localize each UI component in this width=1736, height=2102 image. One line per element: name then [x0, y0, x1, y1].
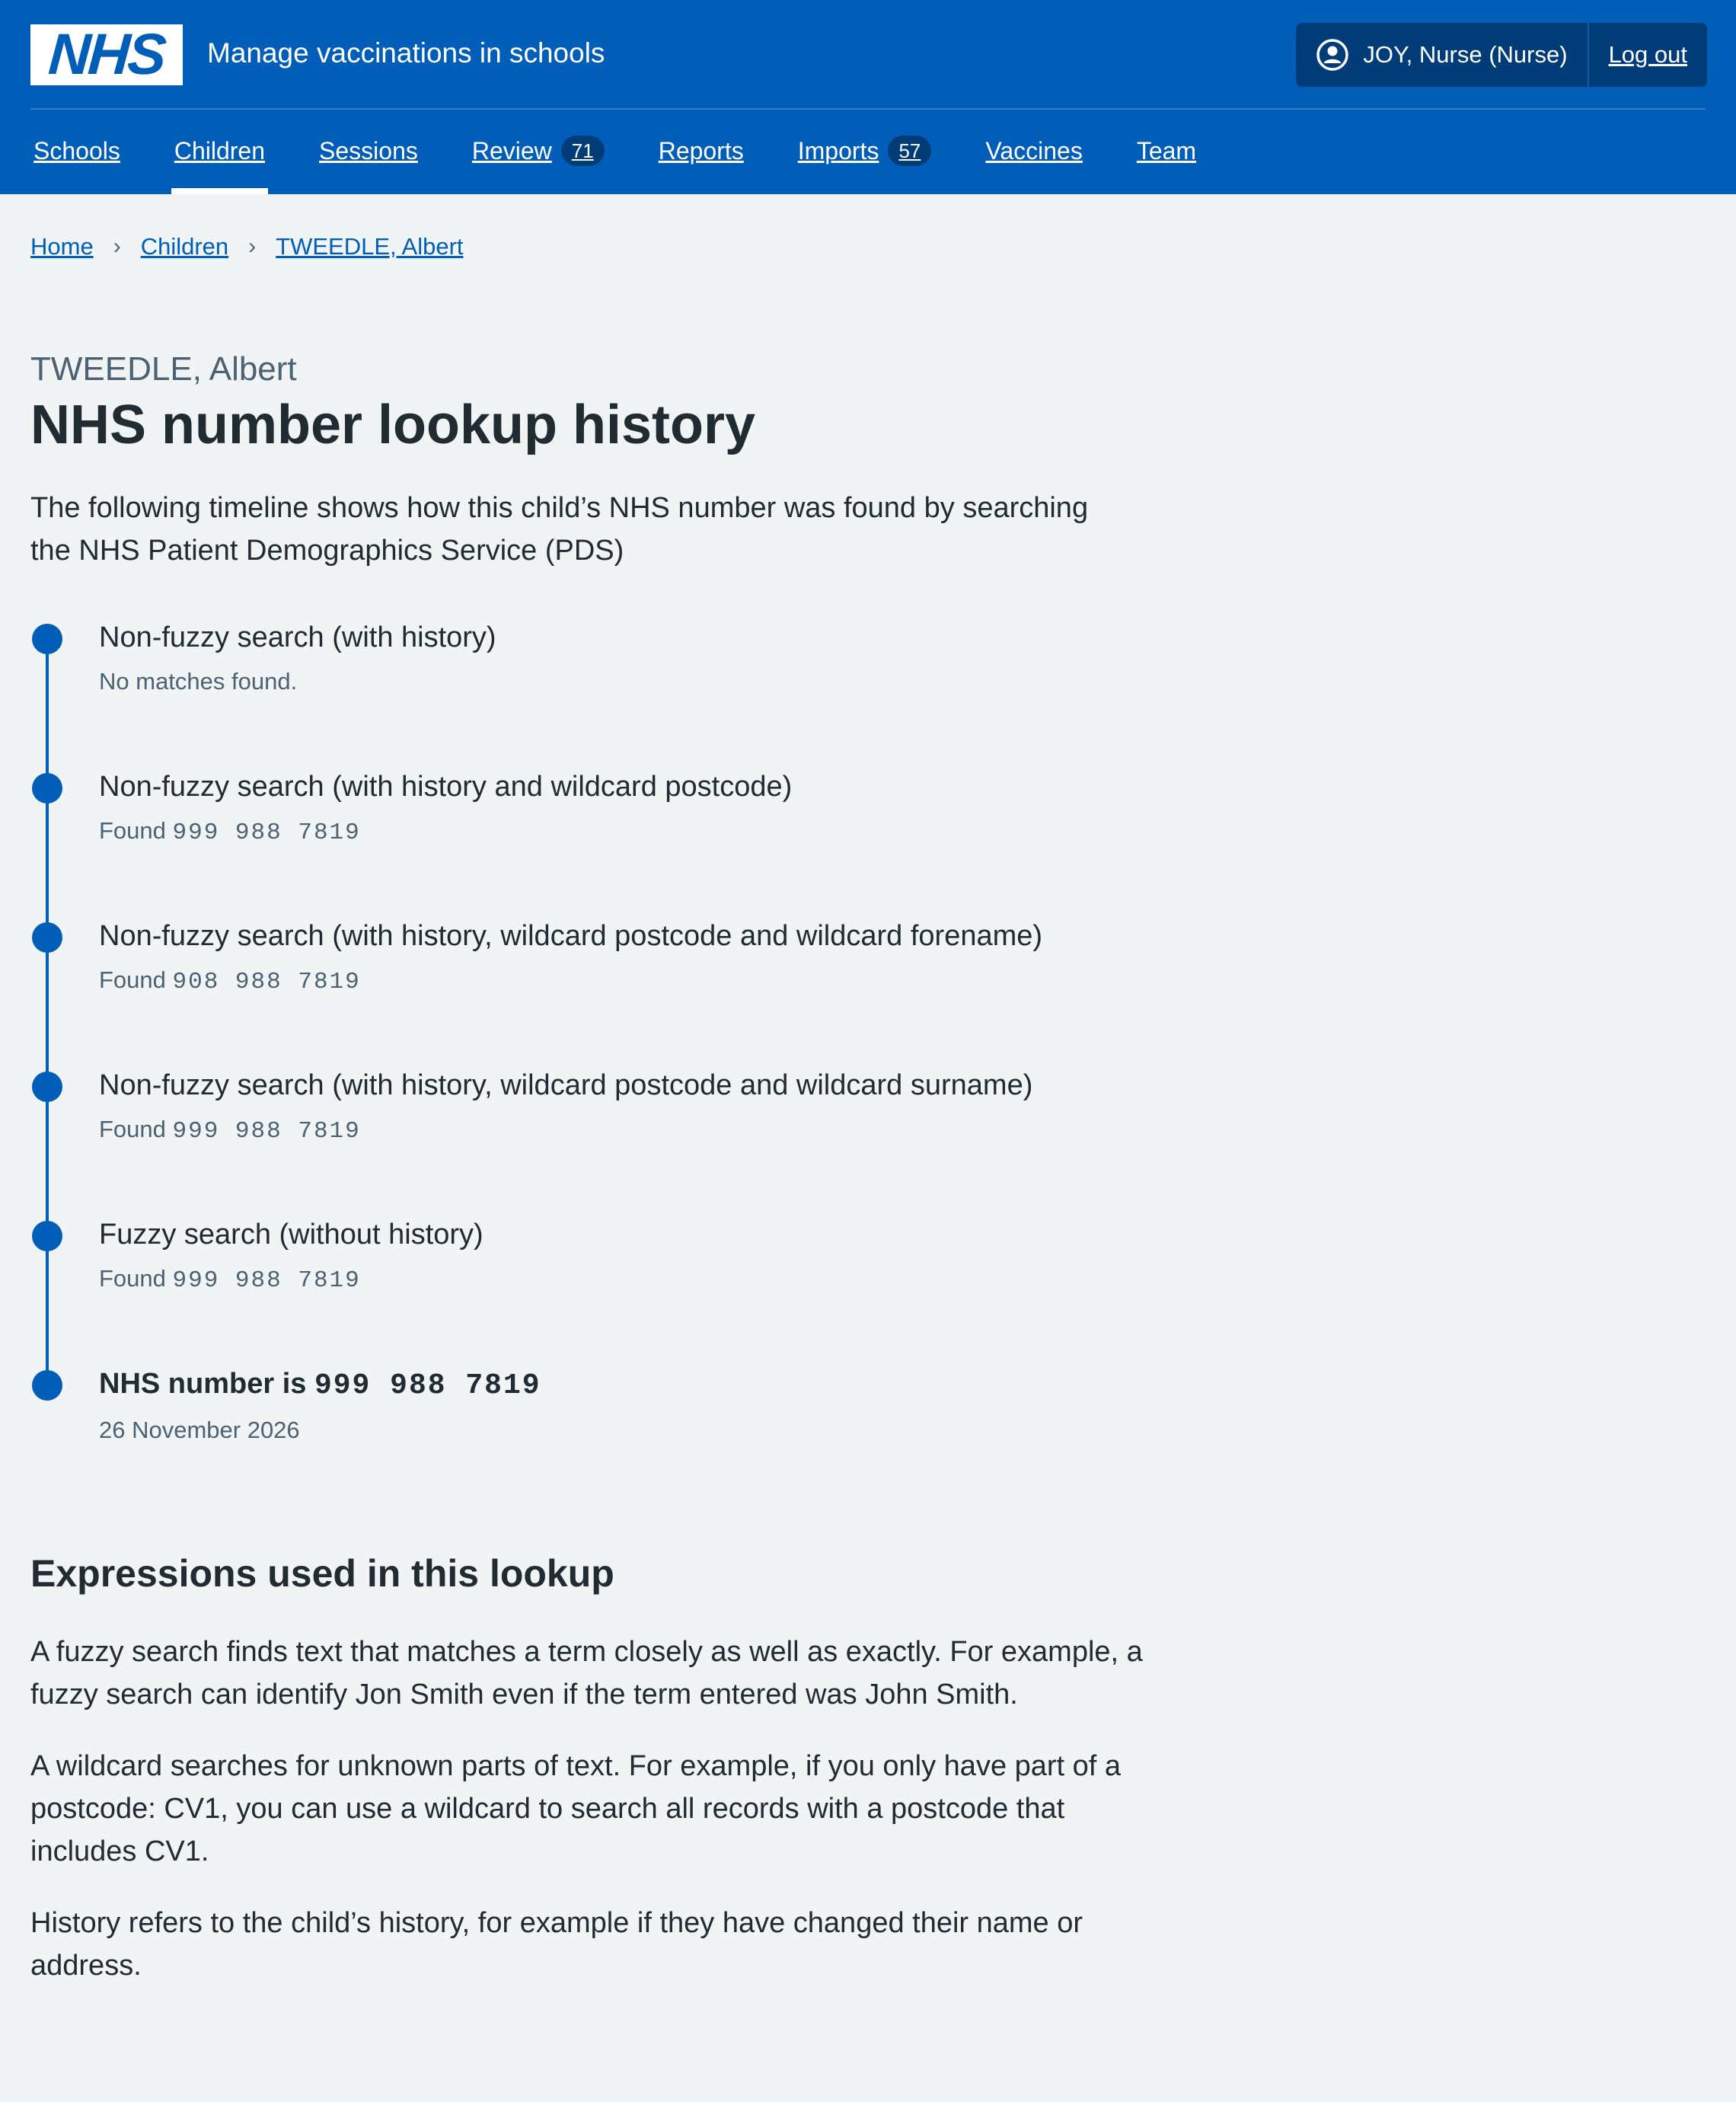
nav-item-vaccines[interactable] — [985, 131, 1082, 171]
timeline-nhs-number: 999 988 7819 — [172, 1118, 361, 1145]
nav-item-schools[interactable] — [34, 131, 120, 171]
nav-item-sessions[interactable] — [319, 131, 418, 171]
service-name[interactable]: Manage vaccinations in schools — [207, 37, 605, 69]
timeline-dot — [32, 1072, 62, 1102]
wildcard-paragraph: A wildcard searches for unknown parts of text. For example, if you only have part of a postcode: CV1, you can use a wildcard to search all records with a postcode that includes CV1. — [30, 1750, 1122, 1867]
breadcrumb-home[interactable]: Home — [30, 233, 94, 260]
nav-item-review[interactable] — [472, 131, 605, 171]
header — [0, 0, 1736, 194]
timeline-item-title: Non-fuzzy search (with history and wildcard postcode) — [99, 771, 793, 803]
timeline-nhs-number: 908 988 7819 — [172, 969, 361, 995]
nav-label: Reports — [658, 136, 744, 165]
nav-label: Vaccines — [985, 136, 1083, 165]
page-title: NHS number lookup history — [30, 395, 756, 455]
timeline-item-description — [99, 963, 1157, 999]
timeline-item — [30, 907, 1157, 1056]
timeline-date: 26 November 2026 — [99, 1417, 300, 1443]
nav-label: Imports — [797, 136, 879, 165]
final-nhs-number: 999 988 7819 — [314, 1369, 541, 1402]
nav-item-team[interactable] — [1137, 131, 1196, 171]
timeline-result: No matches found. — [99, 668, 298, 695]
lookup-timeline — [30, 609, 1157, 1504]
nav-label: Team — [1136, 136, 1197, 165]
nav-item-reports[interactable] — [659, 131, 744, 171]
history-paragraph: History refers to the child’s history, for example if they have changed their name or address. — [30, 1907, 1083, 1982]
breadcrumb-child[interactable]: TWEEDLE, Albert — [276, 233, 464, 260]
primary-navigation — [34, 131, 1250, 194]
timeline-dot — [32, 922, 62, 953]
chevron-right-icon: › — [113, 234, 121, 259]
review-count-badge: 71 — [561, 136, 605, 166]
header-divider — [30, 108, 1706, 110]
account-panel — [1296, 23, 1707, 87]
nhs-logo-text: NHS — [46, 22, 167, 87]
logout-link[interactable]: Log out — [1608, 41, 1687, 68]
timeline-item-description — [99, 1113, 1157, 1148]
timeline-item — [30, 1206, 1157, 1355]
nav-label: Review — [471, 136, 552, 165]
timeline-nhs-number: 999 988 7819 — [172, 1267, 361, 1294]
nav-label: Schools — [34, 136, 120, 165]
user-icon — [1316, 38, 1349, 72]
fuzzy-search-paragraph: A fuzzy search finds text that matches a term closely as well as exactly. For example, a fuzzy search can identify Jon Smith even if the term entered was John Smith. — [30, 1636, 1143, 1711]
timeline-item-description — [99, 1262, 1157, 1298]
timeline-final-title — [99, 1355, 1157, 1406]
timeline-item — [30, 1056, 1157, 1206]
timeline-nhs-number: 999 988 7819 — [172, 819, 361, 846]
timeline-dot — [32, 773, 62, 803]
account-user — [1296, 23, 1587, 87]
timeline-item-title: Fuzzy search (without history) — [99, 1219, 483, 1251]
timeline-dot — [32, 1221, 62, 1251]
timeline-item-title: Non-fuzzy search (with history, wildcard postcode and wildcard surname) — [99, 1069, 1033, 1101]
nav-label: Sessions — [319, 136, 418, 165]
timeline-item — [30, 609, 1157, 758]
timeline-item-title: Non-fuzzy search (with history) — [99, 621, 496, 653]
timeline-dot — [32, 1370, 62, 1401]
nav-item-imports[interactable] — [798, 131, 932, 171]
imports-count-badge: 57 — [888, 136, 931, 166]
timeline-item-final — [30, 1355, 1157, 1504]
lead-paragraph: The following timeline shows how this child’s NHS number was found by searching the NHS Patient Demographics Service (PDS) — [30, 492, 1089, 567]
timeline-result-label: Found — [99, 817, 173, 844]
main-content — [30, 347, 1157, 1987]
timeline-item — [30, 758, 1157, 907]
page-caption: TWEEDLE, Albert — [30, 350, 297, 388]
nav-item-children[interactable] — [174, 131, 265, 171]
timeline-result-label: Found — [99, 966, 173, 993]
timeline-item-title: Non-fuzzy search (with history, wildcard postcode and wildcard forename) — [99, 920, 1043, 952]
breadcrumb-children[interactable]: Children — [140, 233, 229, 260]
timeline-result-label: Found — [99, 1265, 173, 1292]
chevron-right-icon: › — [248, 234, 257, 259]
nav-label: Children — [174, 136, 266, 165]
timeline-dot — [32, 624, 62, 654]
expressions-heading: Expressions used in this lookup — [30, 1552, 614, 1595]
timeline-item-description — [99, 814, 1157, 850]
breadcrumb — [30, 233, 464, 260]
timeline-result-label: Found — [99, 1116, 173, 1142]
timeline-item-description — [99, 665, 1157, 698]
nhs-logo[interactable] — [30, 24, 183, 85]
user-label: JOY, Nurse (Nurse) — [1363, 41, 1568, 68]
final-label: NHS number is — [99, 1368, 314, 1400]
